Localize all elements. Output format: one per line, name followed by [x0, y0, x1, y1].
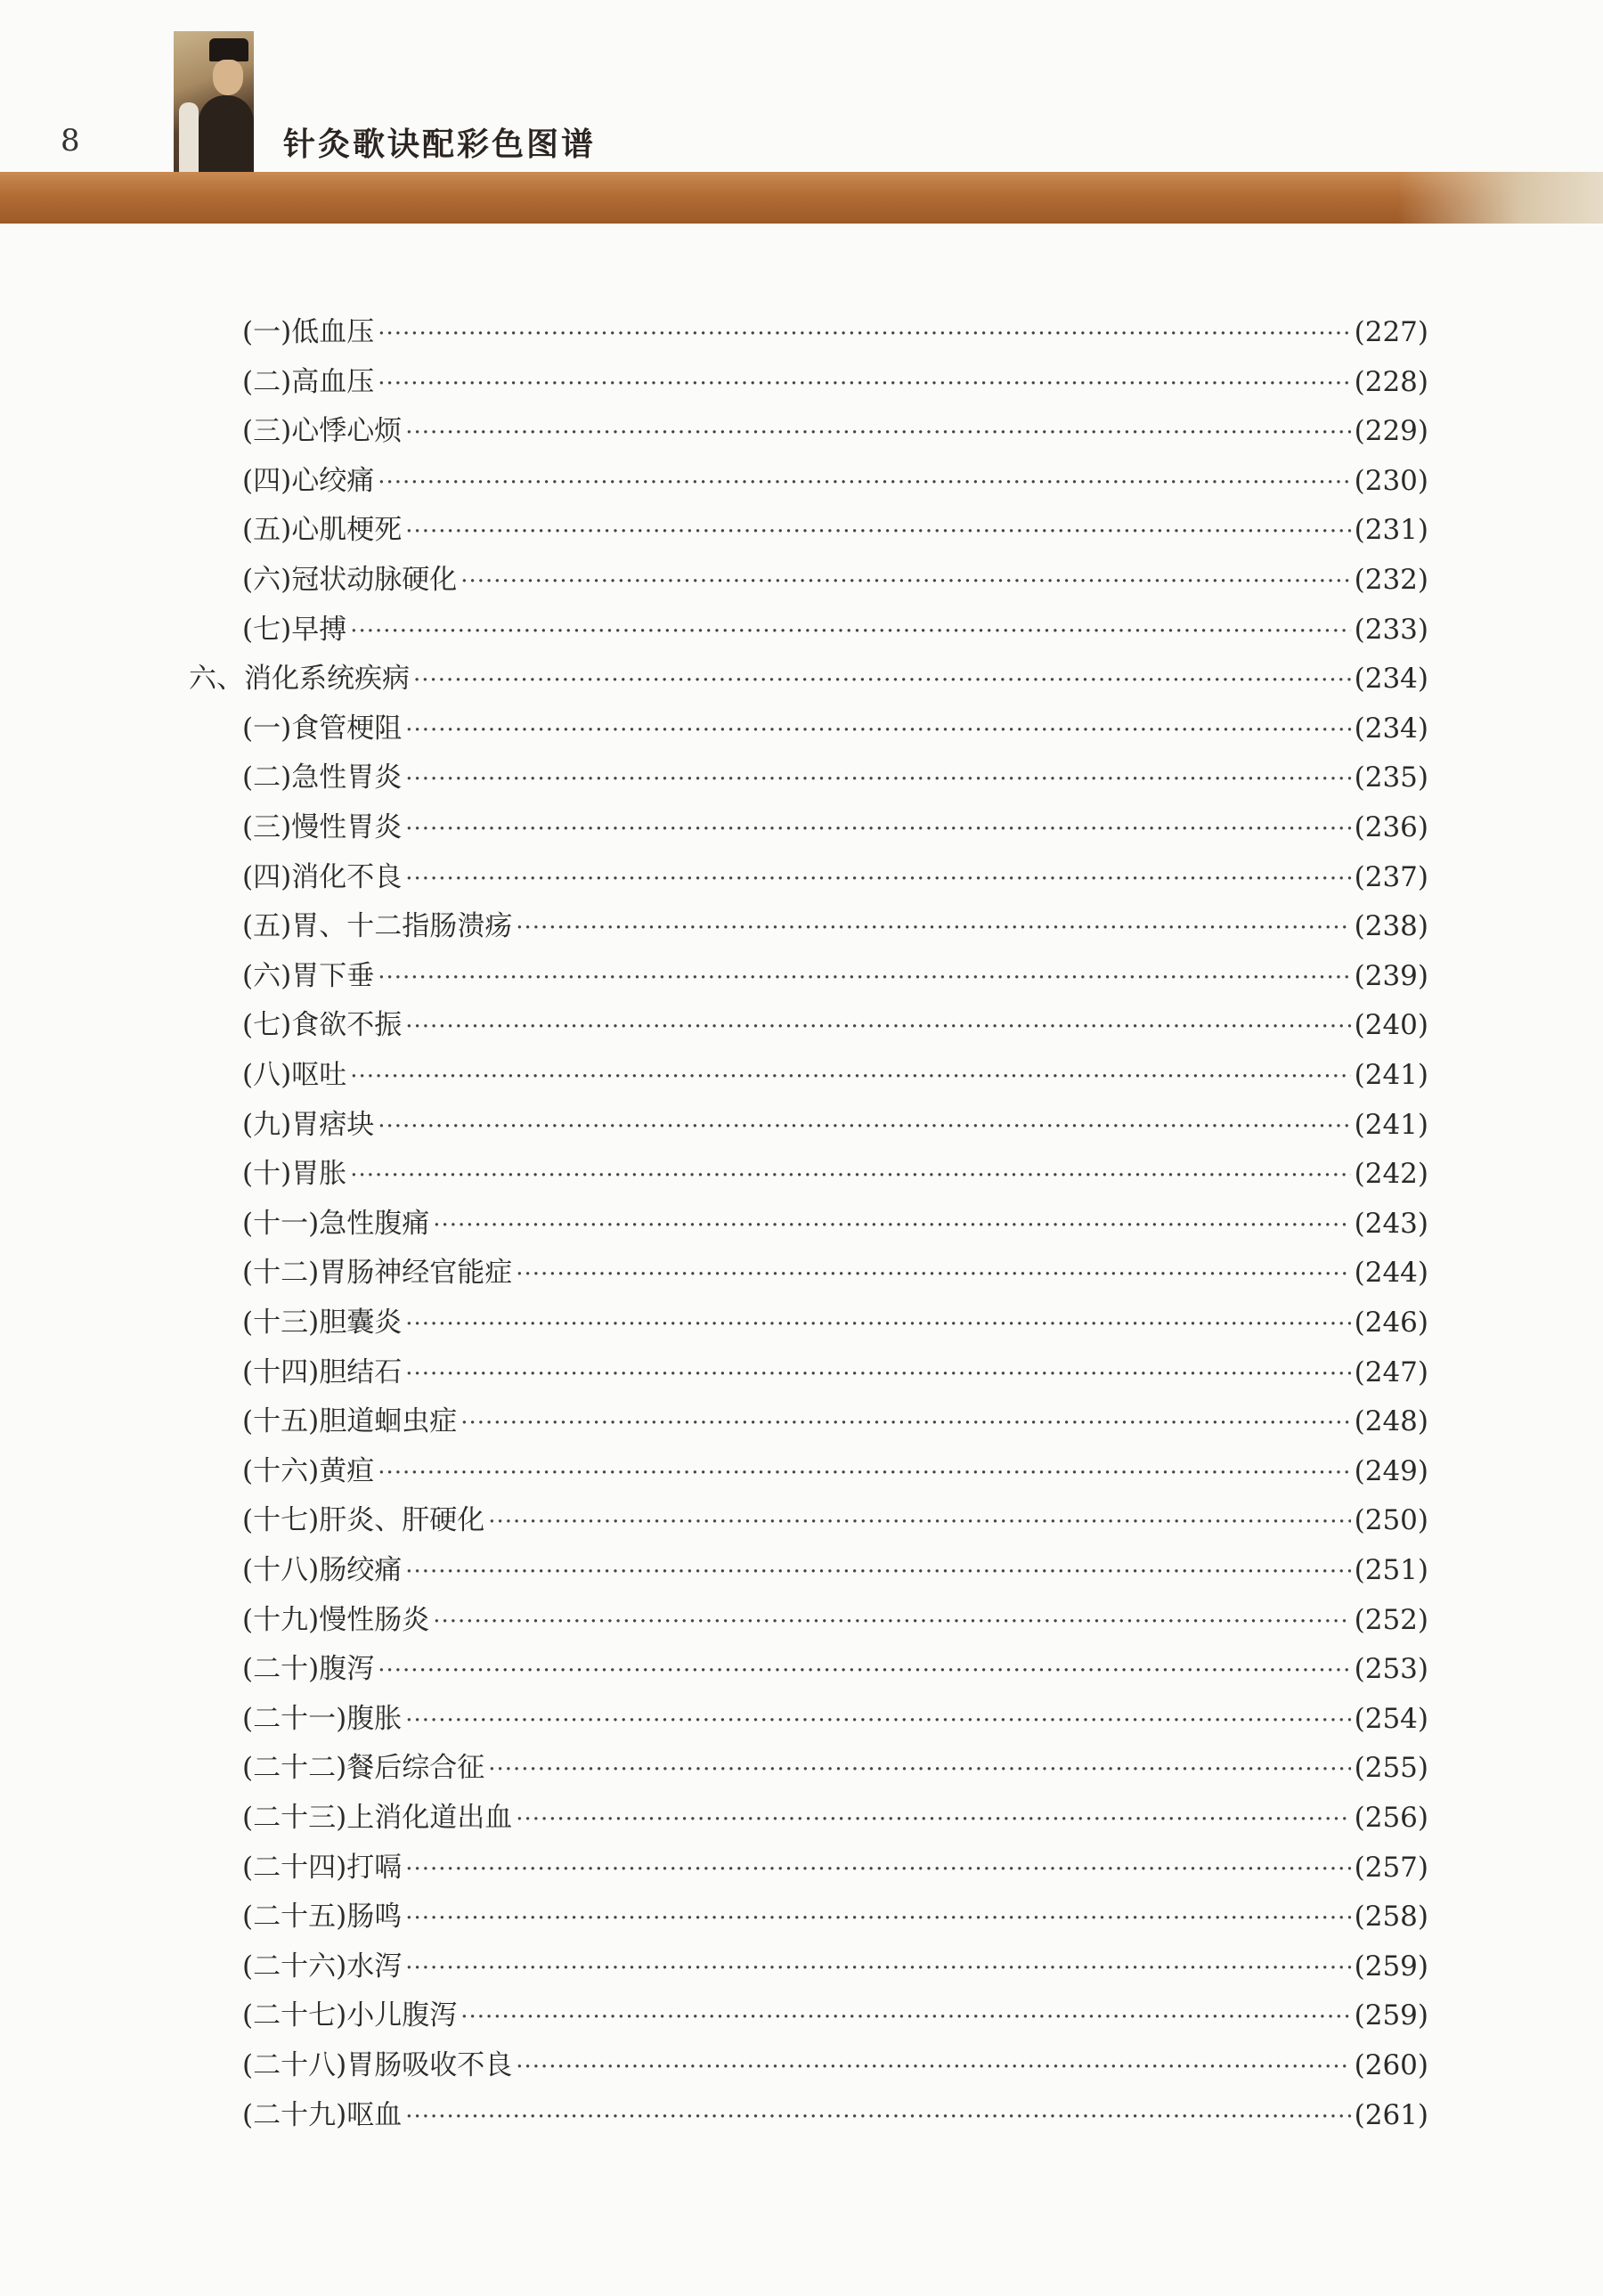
dot-leader	[405, 509, 1350, 554]
toc-entry-page: (241)	[1354, 1059, 1428, 1091]
toc-entry[interactable]	[242, 1250, 1428, 1295]
toc-entry-page: (238)	[1354, 910, 1428, 943]
dot-leader	[378, 1649, 1350, 1693]
dot-leader	[460, 1995, 1350, 2040]
toc-entry[interactable]	[242, 1449, 1428, 1494]
toc-entry-title: (十三)胆囊炎	[242, 1307, 403, 1339]
toc-entry-page: (251)	[1354, 1554, 1428, 1586]
toc-entry-title: (五)心肌梗死	[242, 514, 403, 547]
toc-entry-title: (二十六)水泻	[242, 1950, 403, 1983]
toc-entry-title: (十二)胃肠神经官能症	[242, 1257, 513, 1290]
toc-entry-page: (241)	[1354, 1108, 1428, 1141]
dot-leader	[405, 1946, 1350, 1991]
header-band	[0, 172, 1603, 224]
toc-entry-title: (三)慢性胃炎	[242, 811, 403, 843]
toc-entry-page: (236)	[1354, 811, 1428, 843]
toc-entry-page: (234)	[1354, 712, 1428, 745]
toc-entry-title: (二十二)餐后综合征	[242, 1752, 485, 1785]
toc-entry-title: (二十三)上消化道出血	[242, 1802, 513, 1834]
dot-leader	[378, 362, 1350, 406]
toc-entry-title: (三)心悸心烦	[242, 415, 403, 448]
dot-leader	[378, 1451, 1350, 1495]
toc-entry[interactable]	[242, 310, 1428, 354]
dot-leader	[405, 708, 1350, 753]
toc-entry-title: 六、消化系统疾病	[189, 663, 410, 696]
toc-entry-title: (一)低血压	[242, 316, 375, 348]
dot-leader	[405, 2095, 1350, 2139]
toc-entry-page: (228)	[1354, 365, 1428, 398]
toc-entry-title: (八)呕吐	[242, 1059, 347, 1091]
toc-entry-page: (243)	[1354, 1207, 1428, 1240]
toc-entry-page: (258)	[1354, 1901, 1428, 1934]
dot-leader	[460, 1401, 1350, 1445]
toc-entry[interactable]	[242, 1795, 1428, 1840]
dot-leader	[488, 1500, 1350, 1544]
dot-leader	[405, 1005, 1350, 1049]
toc-entry[interactable]	[242, 706, 1428, 751]
toc-entry-title: (十六)黄疸	[242, 1454, 375, 1487]
toc-entry[interactable]	[242, 409, 1428, 453]
toc-entry-page: (248)	[1354, 1405, 1428, 1438]
toc-entry[interactable]	[242, 1894, 1428, 1939]
toc-entry[interactable]	[242, 1201, 1428, 1246]
toc-entry-title: (十一)急性腹痛	[242, 1207, 430, 1240]
toc-entry-title: (十五)胆道蛔虫症	[242, 1405, 458, 1438]
toc-entry[interactable]	[242, 1300, 1428, 1345]
toc-entry[interactable]	[242, 1399, 1428, 1444]
toc-entry-page: (231)	[1354, 514, 1428, 547]
toc-entry[interactable]	[242, 508, 1428, 552]
toc-entry-page: (250)	[1354, 1504, 1428, 1537]
toc-entry[interactable]	[242, 805, 1428, 850]
page-number: 8	[61, 123, 80, 159]
toc-entry-title: (二十)腹泻	[242, 1653, 375, 1686]
dot-leader	[413, 658, 1351, 703]
toc-entry[interactable]	[242, 2093, 1428, 2137]
book-title: 针灸歌诀配彩色图谱	[283, 126, 597, 163]
toc-entry-title: (七)食欲不振	[242, 1009, 403, 1042]
toc-entry[interactable]	[242, 855, 1428, 900]
portrait-attendant	[179, 102, 199, 174]
toc-entry-page: (242)	[1354, 1158, 1428, 1191]
toc-entry-title: (七)早搏	[242, 613, 347, 646]
toc-entry-page: (252)	[1354, 1603, 1428, 1636]
dot-leader	[350, 1153, 1350, 1198]
toc-entry[interactable]	[242, 558, 1428, 602]
toc-entry-title: (十七)肝炎、肝硬化	[242, 1504, 485, 1537]
dot-leader	[378, 1104, 1350, 1149]
dot-leader	[433, 1203, 1350, 1248]
toc-entry[interactable]	[242, 1944, 1428, 1989]
dot-leader	[405, 1896, 1350, 1941]
toc-entry[interactable]	[242, 360, 1428, 404]
dot-leader	[488, 1747, 1350, 1792]
header-band-texture	[1398, 172, 1603, 224]
toc-entry[interactable]	[242, 1697, 1428, 1741]
portrait-robe	[199, 95, 254, 174]
portrait-illustration	[174, 31, 254, 174]
toc-entry[interactable]	[242, 1053, 1428, 1097]
toc-entry-title: (六)胃下垂	[242, 959, 375, 992]
toc-entry-title: (十)胃胀	[242, 1158, 347, 1191]
dot-leader	[516, 2045, 1350, 2089]
toc-entry[interactable]	[242, 954, 1428, 998]
toc-entry-page: (260)	[1354, 2049, 1428, 2081]
toc-entry-title: (五)胃、十二指肠溃疡	[242, 910, 513, 943]
toc-entry-page: (230)	[1354, 464, 1428, 497]
toc-entry-page: (235)	[1354, 761, 1428, 794]
toc-entry-title: (二十四)打嗝	[242, 1851, 403, 1884]
toc-entry-page: (239)	[1354, 959, 1428, 992]
toc-entry-title: (四)消化不良	[242, 860, 403, 893]
toc-entry[interactable]	[242, 1003, 1428, 1047]
toc-entry-title: (二十八)胃肠吸收不良	[242, 2049, 513, 2081]
dot-leader	[405, 1550, 1350, 1594]
dot-leader	[405, 757, 1350, 802]
dot-leader	[433, 1600, 1350, 1644]
dot-leader	[405, 1698, 1350, 1743]
toc-entry-page: (256)	[1354, 1802, 1428, 1834]
portrait-face	[213, 60, 243, 95]
dot-leader	[378, 460, 1350, 505]
toc-entry-page: (227)	[1354, 316, 1428, 348]
dot-leader	[405, 807, 1350, 851]
toc-entry-page: (240)	[1354, 1009, 1428, 1042]
toc-entry-title: (二十九)呕血	[242, 2098, 403, 2131]
toc-entry-page: (249)	[1354, 1454, 1428, 1487]
dot-leader	[405, 1352, 1350, 1396]
toc-entry[interactable]	[242, 607, 1428, 652]
toc-entry-page: (259)	[1354, 1950, 1428, 1983]
toc-entry[interactable]	[242, 1746, 1428, 1790]
toc-entry-page: (259)	[1354, 1999, 1428, 2032]
toc-entry[interactable]	[242, 2043, 1428, 2088]
dot-leader	[460, 559, 1350, 604]
toc-entry[interactable]	[242, 1993, 1428, 2038]
toc-entry-title: (十四)胆结石	[242, 1356, 403, 1388]
toc-entry-page: (229)	[1354, 415, 1428, 448]
dot-leader	[405, 1847, 1350, 1892]
dot-leader	[405, 411, 1350, 455]
toc-entry-title: (二)高血压	[242, 365, 375, 398]
toc-entry-page: (233)	[1354, 613, 1428, 646]
toc-entry[interactable]	[242, 1598, 1428, 1642]
toc-entry-page: (232)	[1354, 564, 1428, 596]
dot-leader	[405, 1302, 1350, 1347]
toc-entry-page: (254)	[1354, 1702, 1428, 1735]
toc-entry-title: (二十一)腹胀	[242, 1702, 403, 1735]
toc-entry-title: (九)胃痞块	[242, 1108, 375, 1141]
toc-entry-title: (四)心绞痛	[242, 464, 375, 497]
dot-leader	[378, 312, 1350, 356]
toc-entry-page: (237)	[1354, 860, 1428, 893]
dot-leader	[516, 1797, 1350, 1842]
toc-entry-page: (247)	[1354, 1356, 1428, 1388]
dot-leader	[350, 609, 1350, 654]
toc-entry-page: (257)	[1354, 1851, 1428, 1884]
toc-entry-title: (十九)慢性肠炎	[242, 1603, 430, 1636]
toc-entry-title: (二)急性胃炎	[242, 761, 403, 794]
toc-entry-page: (246)	[1354, 1307, 1428, 1339]
toc-entry[interactable]	[242, 1647, 1428, 1691]
toc-entry[interactable]	[242, 1152, 1428, 1196]
dot-leader	[516, 1252, 1350, 1297]
toc-entry-title: (二十五)肠鸣	[242, 1901, 403, 1934]
toc-entry-title: (二十七)小儿腹泻	[242, 1999, 458, 2032]
toc-entry-page: (244)	[1354, 1257, 1428, 1290]
toc-entry[interactable]	[242, 1103, 1428, 1147]
toc-entry[interactable]	[242, 1498, 1428, 1543]
toc-entry-title: (六)冠状动脉硬化	[242, 564, 458, 596]
toc-entry-page: (255)	[1354, 1752, 1428, 1785]
toc-entry-page: (261)	[1354, 2098, 1428, 2131]
toc-entry-page: (253)	[1354, 1653, 1428, 1686]
toc-entry-page: (234)	[1354, 663, 1428, 696]
toc-entry[interactable]	[242, 1548, 1428, 1592]
toc-entry[interactable]	[242, 755, 1428, 800]
dot-leader	[378, 956, 1350, 1000]
toc-entry-title: (一)食管梗阻	[242, 712, 403, 745]
toc-entry[interactable]	[242, 1350, 1428, 1395]
dot-leader	[405, 857, 1350, 901]
toc-section-entry[interactable]	[189, 656, 1428, 701]
toc-entry[interactable]	[242, 459, 1428, 503]
dot-leader	[516, 906, 1350, 950]
toc-entry[interactable]	[242, 904, 1428, 949]
portrait-hat	[209, 38, 248, 61]
dot-leader	[350, 1054, 1350, 1099]
toc-entry-title: (十八)肠绞痛	[242, 1554, 403, 1586]
toc-entry[interactable]	[242, 1845, 1428, 1890]
